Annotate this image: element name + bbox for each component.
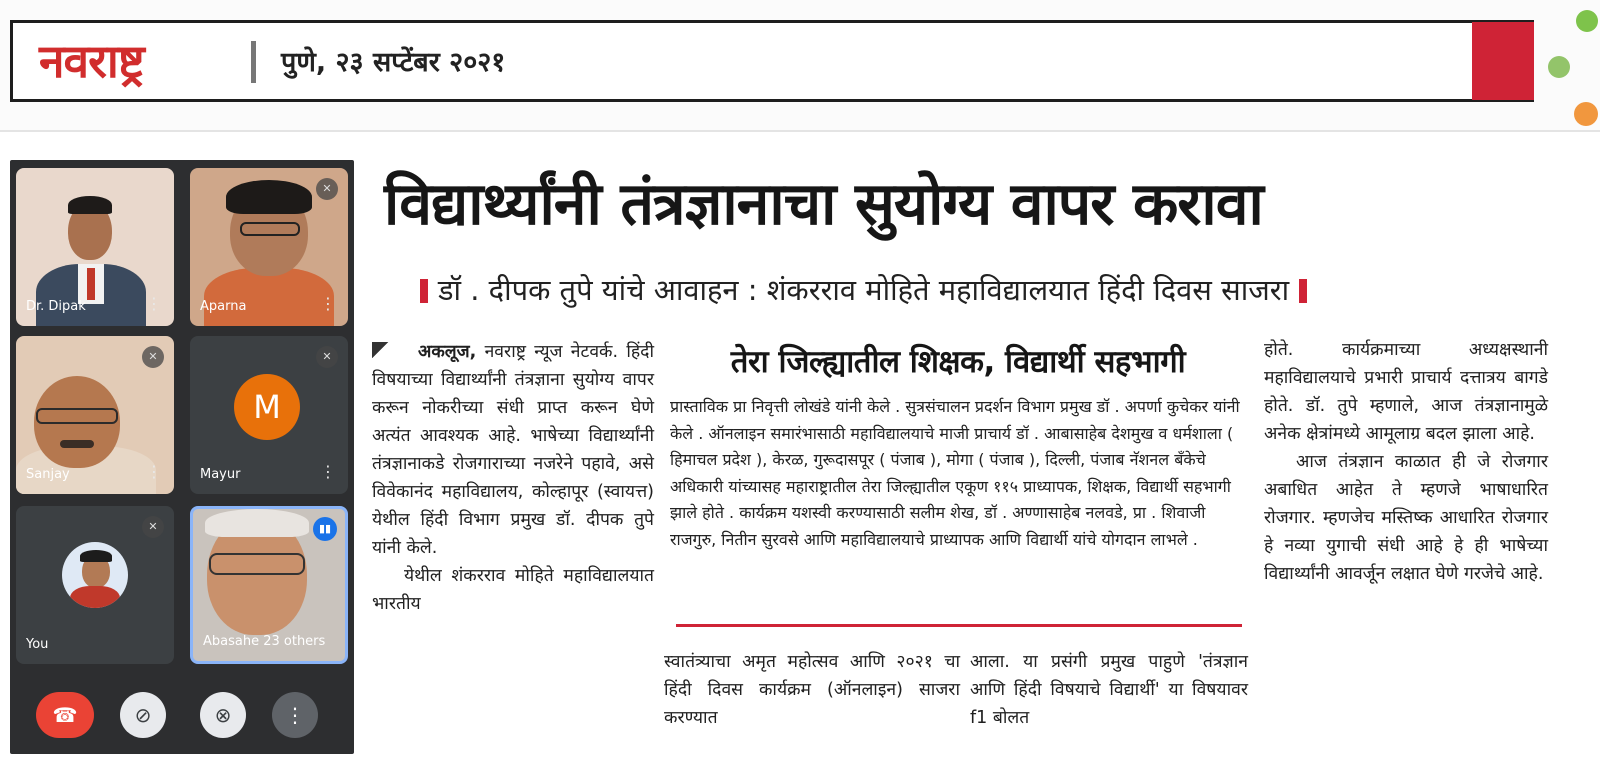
- decor-dot-olive: [1548, 56, 1570, 78]
- sidebar-box-body: प्रास्ताविक प्रा निवृत्ती लोखंडे यांनी केले . सुत्रसंचालन प्रदर्शन विभाग प्रमुख डॉ . अपर्णा कुचेकर यांनी केले . ऑनलाइन समारंभासाठी महाविद्यालयाचे माजी प्राचार्य डॉ . आबासाहेब देशमुख व धर्मशाला ( हिमाचल प्रदेश ), केरळ, गुरूदासपूर ( पंजाब ), मोगा ( पंजाब ), दिल्ली, पंजाब नॅशनल बँकेचे अधिकारी यांच्यासह महाराष्ट्रातील तेरा जिल्ह्यातील एकूण ११५ प्राध्यापक, शिक्षक, विद्यार्थी सहभागी झाले होते . कार्यक्रम यशस्वी करण्यासाठी सलीम शेख, डॉ . अण्णासाहेब नलवडे, प्रा . शिवाजी राजगुरु, नितीन सुरवसे आणि महाविद्यालयाचे प्राध्यापक आणि विद्यार्थी यांचे योगदान लाभले .: [670, 397, 1240, 549]
- deck-text: डॉ . दीपक तुपे यांचे आवाहन : शंकरराव मोहिते महाविद्यालयात हिंदी दिवस साजरा: [438, 273, 1290, 307]
- mic-off-icon: ✕: [142, 516, 164, 538]
- edition-dateline: पुणे, २३ सप्टेंबर २०२१: [281, 47, 506, 78]
- participant-tile: [16, 506, 174, 664]
- audio-wave-icon: ▮▮: [313, 517, 337, 541]
- article-paragraph: [372, 338, 654, 562]
- mic-off-icon: ✕: [316, 178, 338, 200]
- more-vert-icon: ⋮: [320, 462, 336, 481]
- more-vert-icon: ⋮: [146, 462, 162, 481]
- masthead-divider: [251, 41, 256, 83]
- article-paragraph: स्वातंत्र्याचा अमृत महोत्सव आणि २०२१ चा हिंदी दिवस कार्यक्रम (ऑनलाइन) साजरा करण्यात: [664, 652, 960, 728]
- sidebar-box-title: तेरा जिल्ह्यातील शिक्षक, विद्यार्थी सहभागी: [730, 344, 1186, 380]
- participant-name: Aparna: [200, 299, 247, 314]
- newspaper-logo: नवराष्ट्र: [39, 34, 144, 88]
- deck-bullet: [420, 279, 428, 303]
- participant-name: Mayur: [200, 467, 241, 482]
- article-column-1: [372, 338, 654, 618]
- camera-off-icon: ⊘: [120, 692, 166, 738]
- more-vert-icon: ⋮: [320, 294, 336, 313]
- mic-off-icon: ⊗: [200, 692, 246, 738]
- decor-dot-green: [1576, 10, 1598, 32]
- participant-name: Dr. Dipak: [26, 299, 86, 314]
- more-vert-icon: ⋮: [146, 294, 162, 313]
- participant-tile: [16, 168, 174, 326]
- sidebar-box: [666, 334, 1250, 638]
- participant-name: Abasahe 23 others: [203, 634, 326, 649]
- article-paragraph: आज तंत्रज्ञान काळात ही जे रोजगार अबाधित आहेत ते म्हणजे भाषाधारित रोजगार. म्हणजेच मस्तिष्क आधारित रोजगार हे नव्या युगाची संधी आहे हे ही भाषेच्या विद्यार्थ्यांनी आवर्जून लक्षात घेणे गरजेचे आहे.: [1264, 452, 1548, 584]
- article-deck: [410, 268, 1540, 312]
- participant-tile: [190, 506, 348, 664]
- article-column-2: [664, 648, 960, 732]
- article-dateline: अकलूज,: [418, 342, 477, 362]
- mic-off-icon: ✕: [142, 346, 164, 368]
- video-call-photo: [10, 160, 354, 754]
- sidebar-box-rule: [676, 624, 1242, 627]
- article-paragraph: आला. या प्रसंगी प्रमुख पाहुणे 'तंत्रज्ञान आणि हिंदी विषयाचे विद्यार्थी' या विषयावर f1 बोलत: [970, 652, 1248, 728]
- deck-bullet: [1299, 279, 1307, 303]
- participant-name: Sanjay: [26, 467, 70, 482]
- participant-tile: [16, 336, 174, 494]
- participant-tile: [190, 336, 348, 494]
- phone-icon: ☎: [36, 692, 94, 738]
- more-vert-icon: ⋮: [272, 692, 318, 738]
- article-headline: विद्यार्थ्यांनी तंत्रज्ञानाचा सुयोग्य वापर करावा: [384, 169, 1263, 238]
- article-paragraph: होते. कार्यक्रमाच्या अध्यक्षस्थानी महाविद्यालयाचे प्रभारी प्राचार्य दत्तात्रय बागडे होते. डॉ. तुपे म्हणाले, आज तंत्रज्ञानामुळे अनेक क्षेत्रांमध्ये आमूलाग्र बदल झाला आहे.: [1264, 340, 1548, 444]
- article-column-4: [1264, 336, 1548, 588]
- participant-avatar: [62, 542, 128, 608]
- participant-name: You: [26, 637, 49, 652]
- decor-dot-orange: [1574, 102, 1598, 126]
- paragraph-text: नवराष्ट्र न्यूज नेटवर्क. हिंदी विषयाच्या विद्यार्थ्यांनी तंत्रज्ञाना सुयोग्य वापर करून नोकरीच्या संधी प्राप्त करून घेणे अत्यंत आवश्यक आहे. भाषेच्या विद्यार्थ्यांनी तंत्रज्ञानाकडे रोजगाराच्या नजरेने पहावे, असे विवेकानंद महाविद्यालय, कोल्हापूर (स्वायत्त) येथील हिंदी विभाग प्रमुख डॉ. दीपक तुपे यांनी केले.: [372, 342, 654, 558]
- article-column-3: [970, 648, 1248, 732]
- participant-tile: [190, 168, 348, 326]
- article-paragraph: येथील शंकरराव मोहिते महाविद्यालयात भारतीय: [372, 566, 654, 614]
- participant-avatar: M: [234, 374, 300, 440]
- mic-off-icon: ✕: [316, 346, 338, 368]
- masthead-frame: [10, 20, 1534, 102]
- call-controls: [10, 676, 354, 754]
- masthead-red-block: [1472, 22, 1534, 100]
- masthead: [0, 0, 1600, 132]
- dateline-slash-icon: [372, 342, 392, 358]
